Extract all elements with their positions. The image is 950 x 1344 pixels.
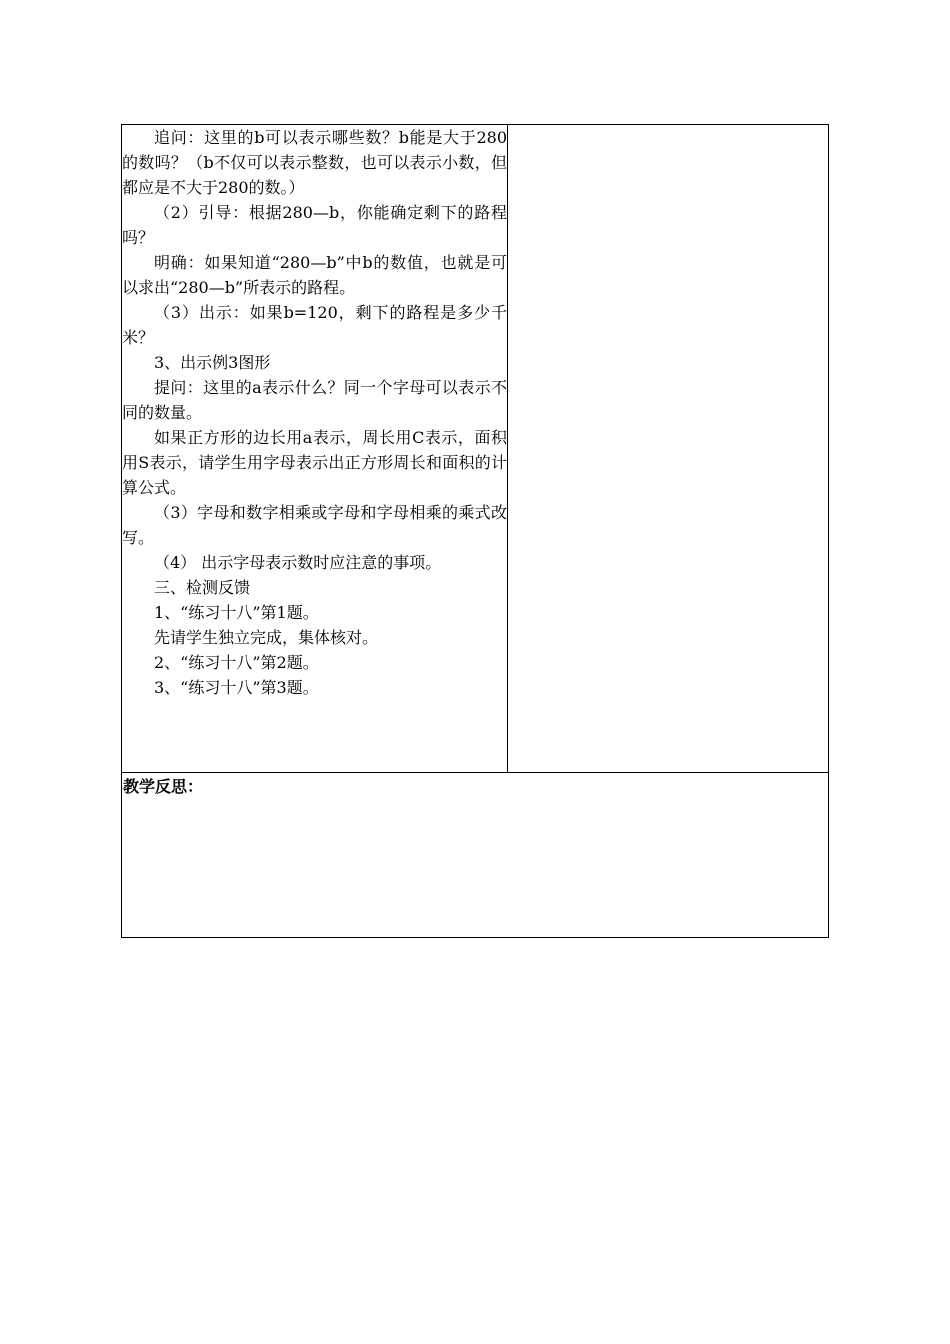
reflection-label: 教学反思： (123, 777, 204, 796)
paragraph-multiplication-rewrite: （3）字母和数字相乘或字母和字母相乘的乘式改写。 (122, 503, 507, 547)
paragraph-independent-work: 先请学生独立完成，集体核对。 (154, 628, 379, 647)
notes-cell (508, 125, 829, 773)
paragraph-follow-up-question: 追问：这里的b可以表示哪些数？b能是大于280的数吗？（b不仅可以表示整数，也可以表示小数，但都应是不大于280的数。） (122, 128, 507, 197)
paragraph-square-formula: 如果正方形的边长用a表示，周长用C表示，面积用S表示，请学生用字母表示出正方形周长和面积的计算公式。 (122, 428, 507, 497)
section-heading-feedback: 三、检测反馈 (154, 578, 251, 597)
teaching-process-cell (122, 125, 508, 773)
paragraph-question-a: 提问：这里的a表示什么？同一个字母可以表示不同的数量。 (122, 378, 507, 422)
content-row (122, 125, 829, 773)
exercise-item-1: 1、“练习十八”第1题。 (154, 603, 319, 622)
lesson-plan-table (121, 124, 829, 938)
exercise-item-2: 2、“练习十八”第2题。 (154, 653, 319, 672)
reflection-row (122, 773, 829, 938)
reflection-cell (122, 773, 829, 938)
paragraph-notes: （4） 出示字母表示数时应注意的事项。 (154, 553, 442, 572)
exercise-item-3: 3、“练习十八”第3题。 (154, 678, 319, 697)
paragraph-example-3: 3、出示例3图形 (154, 353, 271, 372)
paragraph-show-b-120: （3）出示：如果b=120，剩下的路程是多少千米？ (122, 303, 507, 347)
paragraph-guide: （2）引导：根据280—b，你能确定剩下的路程吗？ (122, 203, 507, 247)
paragraph-clarify: 明确：如果知道“280—b”中b的数值，也就是可以求出“280—b”所表示的路程。 (122, 253, 507, 297)
